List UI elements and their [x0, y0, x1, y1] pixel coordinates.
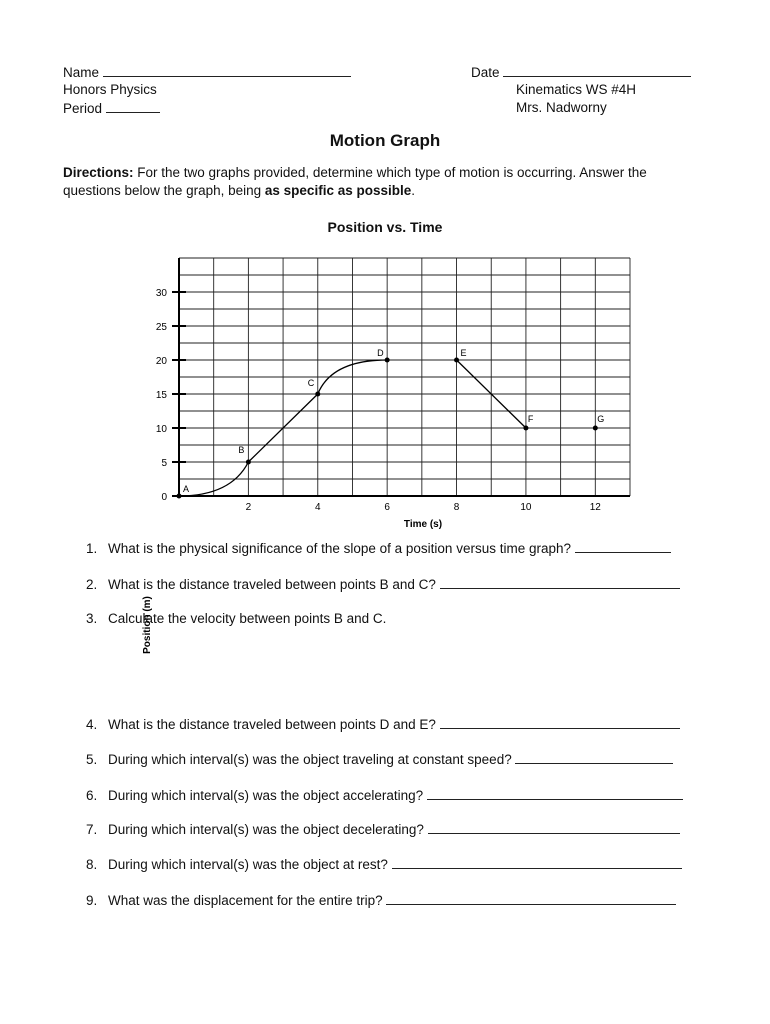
point-a: [177, 494, 182, 499]
y-tick-label: 15: [155, 390, 167, 401]
question-number: 5.: [86, 752, 98, 767]
directions-text-1: For the two graphs provided, determine which type of motion is occurring. Answer the questions below the graph, being: [63, 165, 647, 198]
period-line: [63, 100, 160, 116]
point-b: [246, 460, 251, 465]
answer-field-5[interactable]: [515, 751, 673, 764]
chart-points: [177, 348, 605, 499]
y-tick-label: 5: [161, 458, 167, 469]
question-6: [86, 787, 683, 803]
question-text: What is the distance traveled between points B and C?: [108, 577, 436, 592]
point-label-f: F: [527, 414, 534, 424]
point-c: [315, 392, 320, 397]
directions: [63, 164, 703, 200]
point-f: [523, 426, 528, 431]
directions-label: Directions:: [63, 165, 134, 180]
y-tick-label: 0: [161, 492, 167, 503]
date-field[interactable]: [503, 64, 691, 77]
x-tick-label: 2: [245, 502, 252, 513]
directions-emphasis: as specific as possible: [264, 183, 412, 198]
x-tick-label: 6: [384, 502, 390, 513]
point-label-d: D: [377, 348, 384, 358]
question-number: 4.: [86, 717, 98, 732]
x-tick-label: 4: [314, 502, 321, 513]
question-number: 7.: [86, 822, 98, 837]
question-number: 3.: [86, 611, 98, 626]
question-text: Calculate the velocity between points B and C.: [108, 611, 387, 626]
answer-field-9[interactable]: [386, 892, 676, 905]
name-line: [63, 64, 351, 80]
question-text: What is the physical significance of the slope of a position versus time graph?: [108, 541, 571, 556]
point-e: [454, 358, 459, 363]
question-text: What is the distance traveled between points D and E?: [108, 717, 436, 732]
question-number: 8.: [86, 857, 98, 872]
question-4: [86, 716, 680, 732]
x-tick-label: 12: [589, 502, 601, 513]
name-label: Name: [63, 65, 100, 80]
chart-title: Position vs. Time: [327, 219, 443, 235]
question-number: 1.: [86, 541, 98, 556]
question-text: During which interval(s) was the object traveling at constant speed?: [108, 752, 512, 767]
answer-field-8[interactable]: [392, 856, 682, 869]
point-label-b: B: [238, 445, 245, 455]
answer-field-2[interactable]: [440, 576, 680, 589]
y-tick-label: 25: [155, 322, 167, 333]
question-8: [86, 856, 682, 872]
directions-text-2: .: [411, 183, 415, 198]
page-title: Motion Graph: [329, 131, 441, 150]
point-d: [385, 358, 390, 363]
point-g: [593, 426, 598, 431]
period-field[interactable]: [106, 100, 160, 113]
point-label-c: C: [307, 378, 315, 388]
name-field[interactable]: [103, 64, 351, 77]
question-3: [86, 611, 386, 626]
answer-field-1[interactable]: [575, 540, 671, 553]
teacher-name: Mrs. Nadworny: [516, 100, 607, 115]
period-label: Period: [63, 101, 103, 116]
point-label-g: G: [597, 414, 605, 424]
question-number: 9.: [86, 893, 98, 908]
question-text: During which interval(s) was the object decelerating?: [108, 822, 424, 837]
x-tick-label: 8: [453, 502, 460, 513]
y-tick-label: 20: [155, 356, 167, 367]
question-number: 2.: [86, 577, 98, 592]
question-text: What was the displacement for the entire trip?: [108, 893, 383, 908]
y-tick-label: 30: [155, 288, 167, 299]
x-tick-label: 10: [520, 502, 532, 513]
answer-field-4[interactable]: [440, 716, 680, 729]
worksheet-name: Kinematics WS #4H: [516, 82, 637, 97]
question-number: 6.: [86, 788, 98, 803]
question-5: [86, 751, 673, 767]
date-label: Date: [471, 65, 500, 80]
answer-field-6[interactable]: [427, 787, 683, 800]
course-name: Honors Physics: [63, 82, 157, 97]
question-7: [86, 821, 680, 837]
y-axis-label: Position (m): [142, 596, 153, 654]
y-tick-label: 10: [155, 424, 167, 435]
question-9: [86, 892, 676, 908]
point-label-e: E: [460, 348, 467, 358]
question-2: [86, 576, 680, 592]
question-1: [86, 540, 671, 556]
date-line: [471, 64, 691, 80]
question-text: During which interval(s) was the object at rest?: [108, 857, 388, 872]
x-axis-label: Time (s): [403, 519, 443, 530]
answer-field-7[interactable]: [428, 821, 680, 834]
question-text: During which interval(s) was the object accelerating?: [108, 788, 424, 803]
point-label-a: A: [183, 484, 190, 494]
